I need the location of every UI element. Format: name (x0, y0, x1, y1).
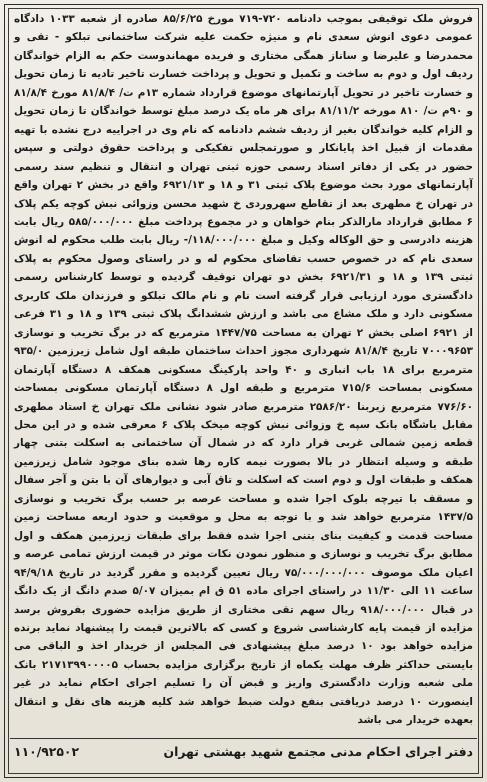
notice-footer (14, 744, 473, 759)
issuing-office: دفتر اجرای احکام مدنی مجتمع شهید بهشتی تهران (163, 744, 473, 759)
footer-divider (10, 738, 477, 739)
notice-body-text: فروش ملک توقیفی بموجب دادنامه ۷۲۰-۷۱۹ مورخ ۸۵/۶/۲۵ صادره از شعبه ۱۰۳۳ دادگاه عمومی دعوی انوش سعدی نام و منیژه حکمت علیه شرکت ساختمانی تبلکو - تقی و محمدرضا و علیرضا و ساناز همگی مختاری و فریده مهماندوست حکم به الزام خواندگان ردیف اول و دوم به ساخت و تکمیل و تحویل و پرداخت خسارت تاخیر تادیه تا زمان تحویل و خسارت تاخیر در تحویل آپارتمانهای موضوع قرارداد شماره ۱۳م ت/ ۸۱/۸/۴ مورخ ۸۱/۸/۴ و ۹۰م ت/ ۸۱۰ مورخه ۸۱/۱۱/۲ برای هر ماه یک درصد مبلغ توسط خواندگان تا زمان تحویل و الزام کلیه خواندگان بغیر از ردیف ششم دادنامه که نام وی در اجراییه درج نشده با تهیه مقدمات از قبیل اخذ پایانکار و صورتمجلس تفکیکی و پرداخت حقوق دولتی و سپس حضور در یکی از دفاتر اسناد رسمی حوزه ثبتی تهران و انتقال و تنظیم سند رسمی آپارتمانهای مورد بحث موضوع پلاک ثبتی ۳۱ و ۱۸ و ۶۹۲۱/۱۳ واقع در بخش ۲ تهران واقع در تهران خ مطهری بعد از تقاطع سهروردی خ شهید محسن وزوائی نبش کوچه یکم پلاک ۶ مطابق قرارداد مارالذکر بنام خواهان و در مجموع پرداخت مبلغ ۵۸۵/۰۰۰/۰۰۰ ریال بابت هزینه دادرسی و حق الوکاله وکیل و مبلغ ۱۱۸/۰۰۰/۰۰۰/- ریال بابت طلب محکوم له انوش سعدی نام که در خصوص حسب تقاضای محکوم له و در راستای وصول محکوم به پلاک ثبتی ۱۳۹ و ۱۸ و ۶۹۲۱/۳۱ بخش دو تهران توقیف گردیده و توسط کارشناس رسمی دادگستری مورد ارزیابی قرار گرفته است نام و نام مالک تبلکو و فرزندان ملک کاربری مسکونی دارد و ملک مشاع می باشد و ارزش ششدانگ پلاک ثبتی ۱۳۹ و ۱۸ و ۳۱ فرعی از ۶۹۲۱ اصلی بخش ۲ تهران به مساحت ۱۴۴۷/۷۵ مترمربع که در برگ تخریب و نوسازی ۷۰۰۰۹۶۵۳ تاریخ ۸۱/۸/۴ شهرداری مجوز احداث ساختمان طبقه اول شامل زیرزمین ۹۳۵/۰ مترمربع برای ۱۸ باب انباری و ۴۰ واحد پارکینگ مسکونی همکف ۸ دستگاه آپارتمان مسکونی بمساحت ۷۱۵/۶ مترمربع و طبقه اول ۸ دستگاه آپارتمان مسکونی بمساحت ۷۷۶/۶۰ مترمربع زیربنا ۲۵۸۶/۲۰ مترمربع صادر شود نشانی ملک تهران خ استاد مطهری مقابل باشگاه بانک سپه خ وزوائی نبش کوچه میخک پلاک ۶ معرفی شده و در این محل قطعه زمین شمالی غربی قرار دارد که در شمال آن ساختمانی به اسکلت بتنی چهار طبقه و وسیله انتظار در بالا بصورت نیمه کاره رها شده بنای موجود شامل زیرزمین همکف و طبقات اول و دوم است که اسکلت و تاق آبی و دیوارهای آن با بتن و آجر سفال و مسقف با تیرچه بلوک اجرا شده و مساحت عرصه بر حسب برگ تخریب و نوسازی ۱۴۳۷/۵ مترمربع خواهد شد و با توجه به محل و موقعیت و حدود اربعه مساحت زمین مساحت قدمت و کیفیت بنای بتنی اجرا شده فقط برای طبقات زیرزمین همکف و اول مطابق برگ تخریب و نوسازی و منظور نمودن نکات موثر در قیمت ارزش تمامی عرصه و اعیان ملک موصوف ۷۵/۰۰۰/۰۰۰/۰۰۰ ریال تعیین گردیده و مقرر گردید در تاریخ ۹۴/۹/۱۸ ساعت ۱۱ الی ۱۱/۳۰ در راستای اجرای ماده ۵۱ ق ام بمیزان ۵/۰۷ صدم دانگ از یک دانگ در قبال ۹۱۸/۰۰۰/۰۰۰ ریال سهم تقی مختاری از طریق مزایده حضوری بفروش برسد مزایده از قیمت پایه کارشناسی شروع و کسی که بالاترین قیمت را پیشنهاد نماید برنده مزایده خواهد بود ۱۰ درصد مبلغ پیشنهادی فی المجلس از خریدار اخذ و الباقی می بایستی حداکثر ظرف مهلت یکماه از تاریخ برگزاری مزایده بحساب ۲۱۷۱۳۹۹۰۰۰۰۵ بانک ملی شعبه وزارت دادگستری واریز و قبض آن را تسلیم اجرای احکام نماید در غیر اینصورت ۱۰ درصد دریافتی بنفع دولت ضبط خواهد شد کلیه هزینه های نقل و انتقال بعهده خریدار می باشد (14, 13, 474, 727)
notice-code: ۱۱۰/۹۲۵۰۲ (14, 744, 80, 759)
